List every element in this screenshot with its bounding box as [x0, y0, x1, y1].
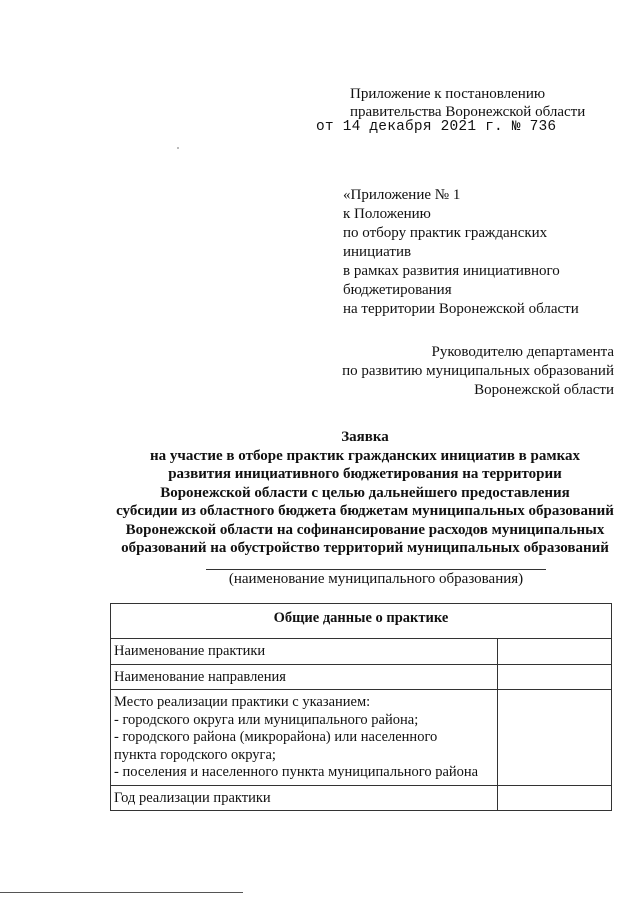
addressee-line: Руководителю департамента [431, 344, 614, 360]
municipality-fill-line[interactable] [206, 569, 546, 570]
appendix-block [343, 186, 579, 319]
row-label-line: - городского округа или муниципального района; [114, 711, 419, 728]
addressee-line: по развитию муниципальных образований [342, 363, 614, 379]
row-label-line: Место реализации практики с указанием: [114, 694, 371, 710]
application-title-block [95, 428, 635, 558]
footer-divider [0, 892, 243, 893]
year-value-cell[interactable] [498, 785, 612, 811]
practice-name-value-cell[interactable] [498, 639, 612, 665]
addressee-block [342, 343, 614, 400]
row-label-year [111, 785, 498, 811]
table-header: Общие данные о практике [111, 604, 612, 639]
table-row [111, 785, 612, 811]
appendix-line: к Положению [343, 206, 431, 222]
row-label-practice-name [111, 639, 498, 665]
row-label-location [111, 690, 498, 786]
table-row [111, 690, 612, 786]
row-label-line: - городского района (микрорайона) или населенного [114, 729, 438, 745]
row-label-line: пункта городского округа; [114, 746, 276, 763]
table-row [111, 639, 612, 665]
appendix-line: по отбору практик гражданских [343, 225, 548, 241]
appendix-line: инициатив [343, 244, 412, 260]
table-header-row [111, 604, 612, 639]
location-value-cell[interactable] [498, 690, 612, 786]
appendix-line: «Приложение № 1 [343, 187, 461, 203]
annex-line-2: правительства Воронежской области [350, 104, 586, 120]
application-subtitle-line: Воронежской области на софинансирование расходов муниципальных [125, 521, 605, 538]
row-label-line: Год реализации практики [114, 789, 271, 806]
row-label-line: Наименование практики [114, 643, 266, 659]
application-subtitle-line: субсидии из областного бюджета бюджетам муниципальных образований [116, 503, 614, 519]
application-title: Заявка [341, 429, 389, 445]
table-row [111, 664, 612, 690]
application-subtitle-line: развития инициативного бюджетирования на территории [168, 466, 562, 482]
direction-name-value-cell[interactable] [498, 664, 612, 690]
annex-date-line: от 14 декабря 2021 г. № 736 [316, 119, 557, 135]
appendix-line: бюджетирования [343, 282, 452, 298]
row-label-direction-name [111, 664, 498, 690]
row-label-line: - поселения и населенного пункта муниципального района [114, 764, 479, 780]
annex-header [350, 85, 585, 121]
application-subtitle-line: на участие в отборе практик гражданских инициатив в рамках [150, 447, 580, 464]
application-subtitle-line: образований на обустройство территорий муниципальных образований [121, 540, 609, 556]
municipality-caption: (наименование муниципального образования) [228, 571, 524, 587]
addressee-line: Воронежской области [474, 382, 614, 398]
row-label-line: Наименование направления [114, 668, 286, 685]
appendix-line: в рамках развития инициативного [343, 263, 560, 279]
scan-speck [177, 147, 179, 149]
practice-data-table [110, 603, 612, 811]
application-subtitle-line: Воронежской области с целью дальнейшего предоставления [160, 484, 570, 501]
appendix-line: на территории Воронежской области [343, 301, 579, 317]
annex-line-1: Приложение к постановлению [350, 86, 546, 102]
